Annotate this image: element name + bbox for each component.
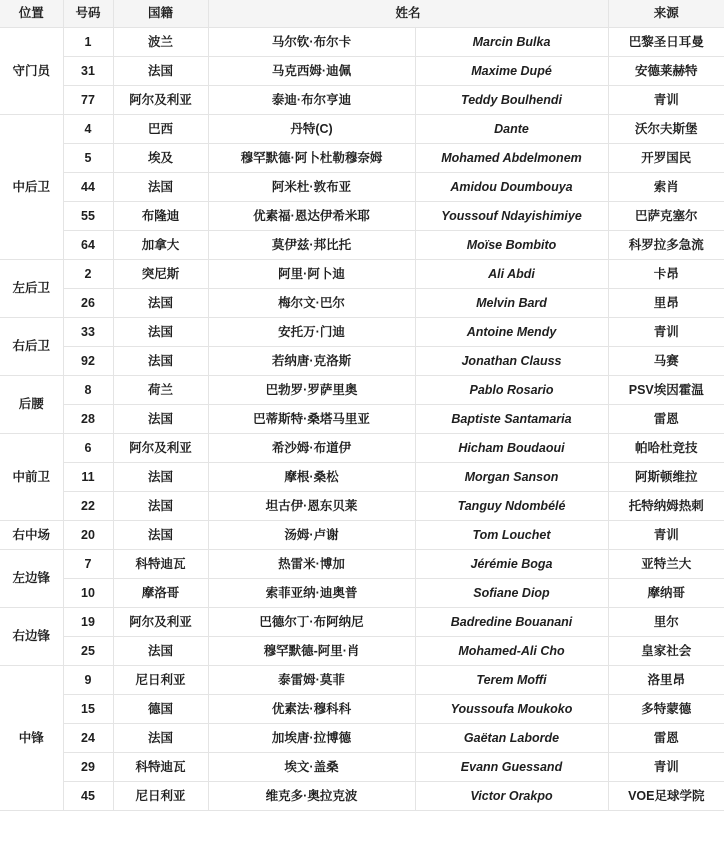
table-row [0, 666, 724, 695]
table-row [0, 115, 724, 144]
nationality-cell: 德国 [113, 695, 208, 724]
source-cell: 雷恩 [608, 405, 724, 434]
player-name-en-cell: Gaëtan Laborde [415, 724, 608, 753]
position-cell: 中后卫 [0, 115, 63, 260]
table-row [0, 463, 724, 492]
position-cell: 右后卫 [0, 318, 63, 376]
player-name-en-cell: Hicham Boudaoui [415, 434, 608, 463]
player-name-en-cell: Evann Guessand [415, 753, 608, 782]
source-cell: 雷恩 [608, 724, 724, 753]
number-cell: 55 [63, 202, 113, 231]
source-cell: 里昂 [608, 289, 724, 318]
player-name-cn-cell: 维克多·奥拉克波 [208, 782, 415, 811]
nationality-cell: 布隆迪 [113, 202, 208, 231]
player-name-cn-cell: 梅尔文·巴尔 [208, 289, 415, 318]
player-name-en-cell: Youssouf Ndayishimiye [415, 202, 608, 231]
source-cell: 开罗国民 [608, 144, 724, 173]
number-cell: 92 [63, 347, 113, 376]
player-name-cn-cell: 穆罕默德·阿卜杜勒穆奈姆 [208, 144, 415, 173]
player-name-en-cell: Jérémie Boga [415, 550, 608, 579]
number-cell: 64 [63, 231, 113, 260]
nationality-cell: 阿尔及利亚 [113, 608, 208, 637]
header-number: 号码 [63, 0, 113, 28]
player-name-cn-cell: 穆罕默德-阿里·肖 [208, 637, 415, 666]
position-cell: 右中场 [0, 521, 63, 550]
player-name-en-cell: Terem Moffi [415, 666, 608, 695]
nationality-cell: 巴西 [113, 115, 208, 144]
player-name-cn-cell: 埃文·盖桑 [208, 753, 415, 782]
table-row [0, 695, 724, 724]
player-name-en-cell: Dante [415, 115, 608, 144]
player-name-cn-cell: 汤姆·卢谢 [208, 521, 415, 550]
nationality-cell: 法国 [113, 492, 208, 521]
source-cell: 巴黎圣日耳曼 [608, 28, 724, 57]
nationality-cell: 突尼斯 [113, 260, 208, 289]
source-cell: 亚特兰大 [608, 550, 724, 579]
player-name-cn-cell: 巴勃罗·罗萨里奥 [208, 376, 415, 405]
source-cell: 青训 [608, 86, 724, 115]
player-name-en-cell: Melvin Bard [415, 289, 608, 318]
source-cell: 托特纳姆热刺 [608, 492, 724, 521]
table-row [0, 318, 724, 347]
nationality-cell: 埃及 [113, 144, 208, 173]
nationality-cell: 法国 [113, 173, 208, 202]
player-name-en-cell: Youssoufa Moukoko [415, 695, 608, 724]
number-cell: 8 [63, 376, 113, 405]
player-name-cn-cell: 索菲亚纳·迪奥普 [208, 579, 415, 608]
player-name-cn-cell: 热雷米·博加 [208, 550, 415, 579]
number-cell: 7 [63, 550, 113, 579]
player-name-cn-cell: 阿里·阿卜迪 [208, 260, 415, 289]
source-cell: 安德莱赫特 [608, 57, 724, 86]
player-name-cn-cell: 阿米杜·敦布亚 [208, 173, 415, 202]
player-name-cn-cell: 泰雷姆·莫菲 [208, 666, 415, 695]
position-cell: 右边锋 [0, 608, 63, 666]
table-row [0, 173, 724, 202]
position-cell: 后腰 [0, 376, 63, 434]
player-name-cn-cell: 加埃唐·拉博德 [208, 724, 415, 753]
number-cell: 25 [63, 637, 113, 666]
nationality-cell: 法国 [113, 724, 208, 753]
squad-table-body [0, 28, 724, 811]
nationality-cell: 科特迪瓦 [113, 550, 208, 579]
number-cell: 33 [63, 318, 113, 347]
source-cell: 帕哈杜竞技 [608, 434, 724, 463]
table-row [0, 550, 724, 579]
table-row [0, 202, 724, 231]
table-row [0, 405, 724, 434]
table-row [0, 57, 724, 86]
source-cell: 索肖 [608, 173, 724, 202]
table-row [0, 782, 724, 811]
table-row [0, 231, 724, 260]
source-cell: 洛里昂 [608, 666, 724, 695]
player-name-cn-cell: 马尔钦·布尔卡 [208, 28, 415, 57]
player-name-en-cell: Moïse Bombito [415, 231, 608, 260]
header-source: 来源 [608, 0, 724, 28]
player-name-cn-cell: 巴蒂斯特·桑塔马里亚 [208, 405, 415, 434]
nationality-cell: 法国 [113, 637, 208, 666]
player-name-en-cell: Maxime Dupé [415, 57, 608, 86]
player-name-en-cell: Ali Abdi [415, 260, 608, 289]
source-cell: 马赛 [608, 347, 724, 376]
number-cell: 31 [63, 57, 113, 86]
position-cell: 左后卫 [0, 260, 63, 318]
player-name-en-cell: Marcin Bulka [415, 28, 608, 57]
table-row [0, 521, 724, 550]
player-name-en-cell: Teddy Boulhendi [415, 86, 608, 115]
position-cell: 中锋 [0, 666, 63, 811]
player-name-cn-cell: 优素法·穆科科 [208, 695, 415, 724]
number-cell: 19 [63, 608, 113, 637]
nationality-cell: 法国 [113, 347, 208, 376]
source-cell: 科罗拉多急流 [608, 231, 724, 260]
nationality-cell: 尼日利亚 [113, 666, 208, 695]
number-cell: 24 [63, 724, 113, 753]
number-cell: 20 [63, 521, 113, 550]
nationality-cell: 法国 [113, 57, 208, 86]
nationality-cell: 阿尔及利亚 [113, 86, 208, 115]
player-name-en-cell: Mohamed-Ali Cho [415, 637, 608, 666]
position-cell: 守门员 [0, 28, 63, 115]
source-cell: VOE足球学院 [608, 782, 724, 811]
nationality-cell: 加拿大 [113, 231, 208, 260]
nationality-cell: 法国 [113, 463, 208, 492]
header-position: 位置 [0, 0, 63, 28]
player-name-cn-cell: 莫伊兹·邦比托 [208, 231, 415, 260]
table-row [0, 86, 724, 115]
source-cell: 阿斯顿维拉 [608, 463, 724, 492]
player-name-cn-cell: 丹特(C) [208, 115, 415, 144]
source-cell: 皇家社会 [608, 637, 724, 666]
number-cell: 77 [63, 86, 113, 115]
nationality-cell: 阿尔及利亚 [113, 434, 208, 463]
position-cell: 左边锋 [0, 550, 63, 608]
table-row [0, 492, 724, 521]
source-cell: 多特蒙德 [608, 695, 724, 724]
player-name-en-cell: Mohamed Abdelmonem [415, 144, 608, 173]
number-cell: 10 [63, 579, 113, 608]
number-cell: 11 [63, 463, 113, 492]
header-nationality: 国籍 [113, 0, 208, 28]
player-name-en-cell: Amidou Doumbouya [415, 173, 608, 202]
player-name-en-cell: Sofiane Diop [415, 579, 608, 608]
source-cell: 里尔 [608, 608, 724, 637]
number-cell: 15 [63, 695, 113, 724]
number-cell: 2 [63, 260, 113, 289]
number-cell: 6 [63, 434, 113, 463]
player-name-en-cell: Morgan Sanson [415, 463, 608, 492]
source-cell: 青训 [608, 318, 724, 347]
source-cell: 卡昂 [608, 260, 724, 289]
number-cell: 29 [63, 753, 113, 782]
table-row [0, 579, 724, 608]
position-cell: 中前卫 [0, 434, 63, 521]
source-cell: 青训 [608, 521, 724, 550]
nationality-cell: 科特迪瓦 [113, 753, 208, 782]
player-name-cn-cell: 马克西姆·迪佩 [208, 57, 415, 86]
nationality-cell: 法国 [113, 289, 208, 318]
table-row [0, 434, 724, 463]
number-cell: 44 [63, 173, 113, 202]
player-name-en-cell: Victor Orakpo [415, 782, 608, 811]
table-row [0, 753, 724, 782]
table-row [0, 289, 724, 318]
header-name: 姓名 [208, 0, 608, 28]
source-cell: 摩纳哥 [608, 579, 724, 608]
player-name-cn-cell: 希沙姆·布道伊 [208, 434, 415, 463]
player-name-en-cell: Antoine Mendy [415, 318, 608, 347]
number-cell: 9 [63, 666, 113, 695]
table-row [0, 260, 724, 289]
player-name-en-cell: Jonathan Clauss [415, 347, 608, 376]
player-name-cn-cell: 若纳唐·克洛斯 [208, 347, 415, 376]
player-name-en-cell: Badredine Bouanani [415, 608, 608, 637]
nationality-cell: 波兰 [113, 28, 208, 57]
nationality-cell: 法国 [113, 521, 208, 550]
table-row [0, 376, 724, 405]
player-name-cn-cell: 摩根·桑松 [208, 463, 415, 492]
table-row [0, 637, 724, 666]
player-name-en-cell: Tanguy Ndombélé [415, 492, 608, 521]
number-cell: 22 [63, 492, 113, 521]
source-cell: PSV埃因霍温 [608, 376, 724, 405]
table-row [0, 347, 724, 376]
nationality-cell: 法国 [113, 318, 208, 347]
player-name-cn-cell: 优素福·恩达伊希米耶 [208, 202, 415, 231]
number-cell: 1 [63, 28, 113, 57]
player-name-cn-cell: 泰迪·布尔亨迪 [208, 86, 415, 115]
table-row [0, 144, 724, 173]
player-name-en-cell: Baptiste Santamaria [415, 405, 608, 434]
nationality-cell: 摩洛哥 [113, 579, 208, 608]
number-cell: 28 [63, 405, 113, 434]
nationality-cell: 尼日利亚 [113, 782, 208, 811]
player-name-cn-cell: 巴德尔丁·布阿纳尼 [208, 608, 415, 637]
table-row [0, 724, 724, 753]
nationality-cell: 荷兰 [113, 376, 208, 405]
nationality-cell: 法国 [113, 405, 208, 434]
player-name-cn-cell: 安托万·门迪 [208, 318, 415, 347]
number-cell: 4 [63, 115, 113, 144]
number-cell: 5 [63, 144, 113, 173]
source-cell: 巴萨克塞尔 [608, 202, 724, 231]
table-row [0, 28, 724, 57]
number-cell: 45 [63, 782, 113, 811]
number-cell: 26 [63, 289, 113, 318]
table-row [0, 608, 724, 637]
header-row [0, 0, 724, 28]
source-cell: 沃尔夫斯堡 [608, 115, 724, 144]
player-name-cn-cell: 坦古伊·恩东贝莱 [208, 492, 415, 521]
source-cell: 青训 [608, 753, 724, 782]
player-name-en-cell: Pablo Rosario [415, 376, 608, 405]
player-name-en-cell: Tom Louchet [415, 521, 608, 550]
